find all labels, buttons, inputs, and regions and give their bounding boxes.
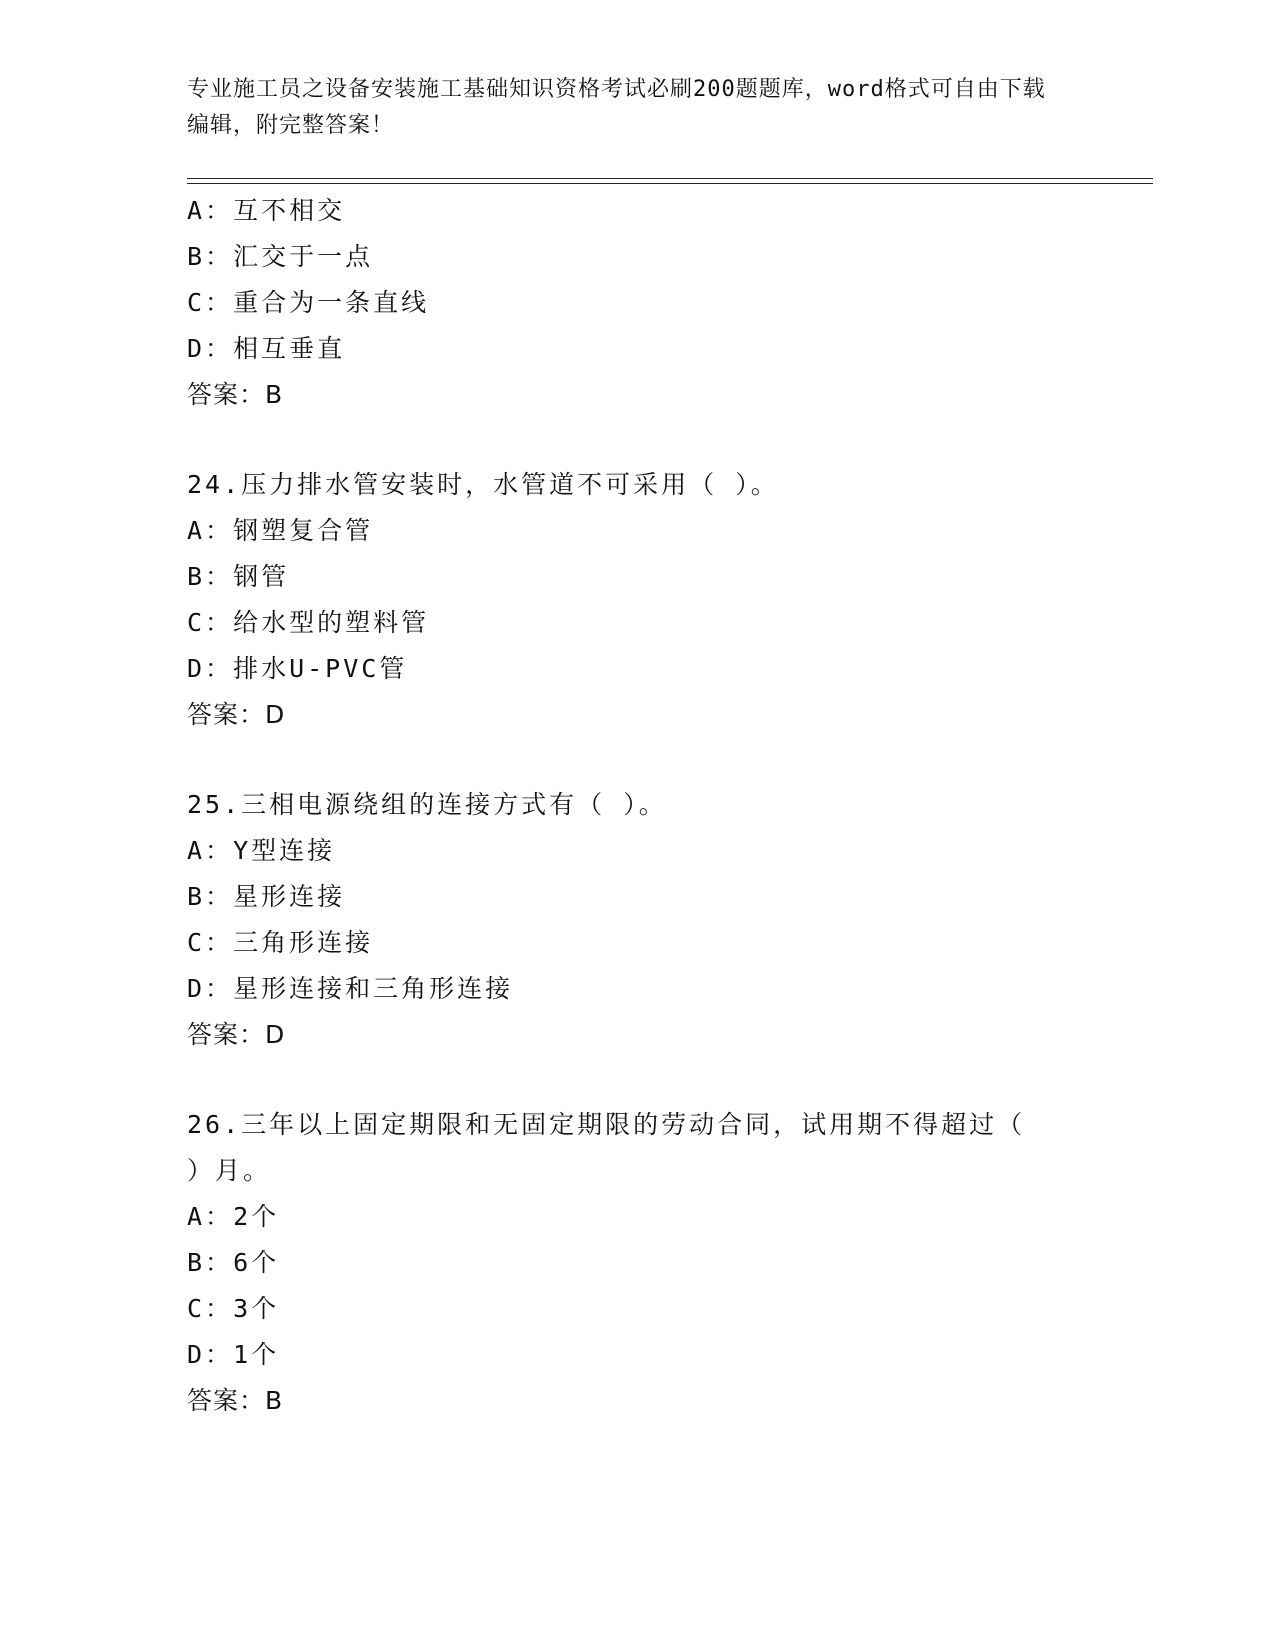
option-a: A：2个 [187,1202,280,1231]
header-divider-bottom [187,183,1153,184]
question-text: 24.压力排水管安装时，水管道不可采用（ ）。 [187,470,779,499]
option-d: D：排水U-PVC管 [187,654,408,683]
option-d: D：1个 [187,1340,280,1369]
answer-line: 答案：D [187,700,286,729]
option-b: B：星形连接 [187,882,346,911]
question-text: 25.三相电源绕组的连接方式有（ ）。 [187,790,667,819]
answer-line: 答案：B [187,380,284,409]
option-b: B：6个 [187,1248,280,1277]
answer-line: 答案：D [187,1020,286,1049]
option-c: C：三角形连接 [187,928,374,957]
option-b: B：钢管 [187,562,290,591]
question-block-25 [187,782,1087,1058]
option-d: D：星形连接和三角形连接 [187,974,514,1003]
option-c: C：3个 [187,1294,280,1323]
option-d: D：相互垂直 [187,334,346,363]
answer-line: 答案：B [187,1386,284,1415]
header-divider-top [187,178,1153,179]
document-title: 专业施工员之设备安装施工基础知识资格考试必刷200题题库，word格式可自由下载编辑，附完整答案！ [187,77,1046,138]
option-b: B：汇交于一点 [187,242,374,271]
option-c: C：重合为一条直线 [187,288,430,317]
question-block-26 [187,1102,1087,1424]
option-a: A：Y型连接 [187,836,336,865]
question-list [187,188,1087,1424]
option-a: A：互不相交 [187,196,346,225]
question-block-24 [187,462,1087,738]
question-text: 26.三年以上固定期限和无固定期限的劳动合同，试用期不得超过（ ）月。 [187,1110,1026,1185]
option-a: A：钢塑复合管 [187,516,374,545]
question-block-23 [187,188,1087,418]
option-c: C：给水型的塑料管 [187,608,430,637]
